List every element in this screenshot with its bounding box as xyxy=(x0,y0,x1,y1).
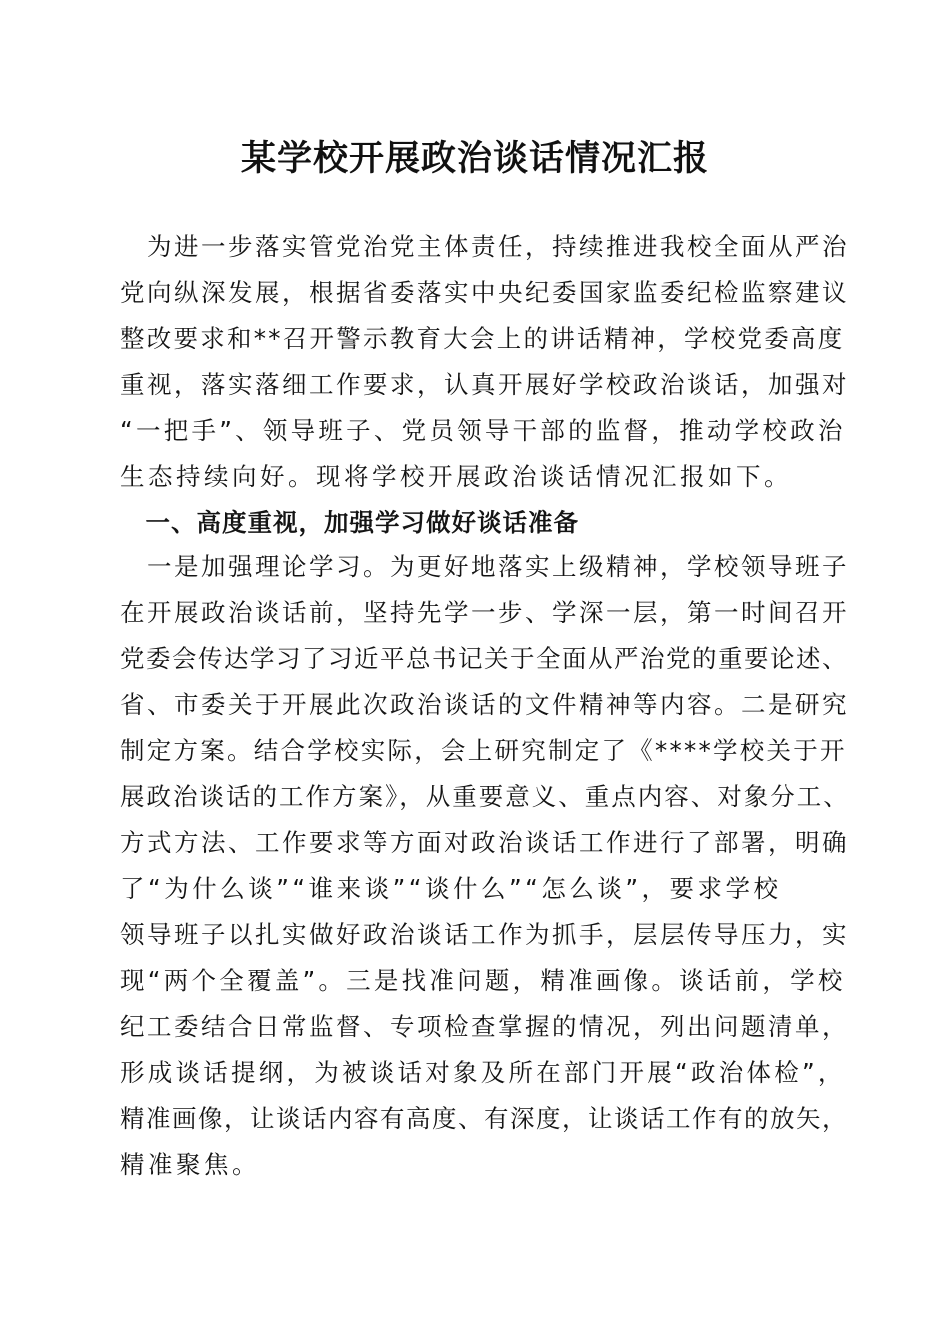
document-title: 某学校开展政治谈话情况汇报 xyxy=(240,138,709,179)
paragraph-line: 一是加强理论学习。为更好地落实上级精神，学校领导班子 xyxy=(120,552,849,581)
paragraph-line: 现“两个全覆盖”。三是找准问题，精准画像。谈话前，学校 xyxy=(120,966,846,995)
paragraph-line: 为进一步落实管党治党主体责任，持续推进我校全面从严治 xyxy=(120,232,849,261)
paragraph-line: 领导班子以扎实做好政治谈话工作为抓手，层层传导压力，实 xyxy=(120,920,849,949)
paragraph-line: 重视，落实落细工作要求，认真开展好学校政治谈话，加强对 xyxy=(120,370,849,399)
paragraph-line: 展政治谈话的工作方案》，从重要意义、重点内容、对象分工、 xyxy=(120,782,850,811)
paragraph-line: 生态持续向好。现将学校开展政治谈话情况汇报如下。 xyxy=(120,462,792,491)
paragraph-line: 党向纵深发展，根据省委落实中央纪委国家监委纪检监察建议 xyxy=(120,278,849,307)
paragraph-line: 在开展政治谈话前，坚持先学一步、学深一层，第一时间召开 xyxy=(120,598,849,627)
paragraph-line: “一把手”、领导班子、党员领导干部的监督，推动学校政治 xyxy=(120,416,846,445)
paragraph-line: 形成谈话提纲，为被谈话对象及所在部门开展“政治体检”， xyxy=(120,1058,846,1087)
paragraph-line: 纪工委结合日常监督、专项检查掌握的情况，列出问题清单， xyxy=(120,1012,849,1041)
paragraph-line: 方式方法、工作要求等方面对政治谈话工作进行了部署，明确 xyxy=(120,828,849,857)
paragraph-line: 党委会传达学习了习近平总书记关于全面从严治党的重要论述、 xyxy=(120,644,848,673)
paragraph-line: 制定方案。结合学校实际，会上研究制定了《****学校关于开 xyxy=(120,736,847,765)
paragraph-line: 了“为什么谈”“谁来谈”“谈什么”“怎么谈”，要求学校 xyxy=(120,874,782,903)
section-heading: 一、高度重视，加强学习做好谈话准备 xyxy=(120,508,579,537)
paragraph-line: 精准画像，让谈话内容有高度、有深度，让谈话工作有的放矢， xyxy=(120,1104,848,1133)
paragraph-line: 省、市委关于开展此次政治谈话的文件精神等内容。二是研究 xyxy=(120,690,849,719)
paragraph-line: 精准聚焦。 xyxy=(120,1150,260,1179)
paragraph-line: 整改要求和**召开警示教育大会上的讲话精神，学校党委高度 xyxy=(120,324,845,353)
